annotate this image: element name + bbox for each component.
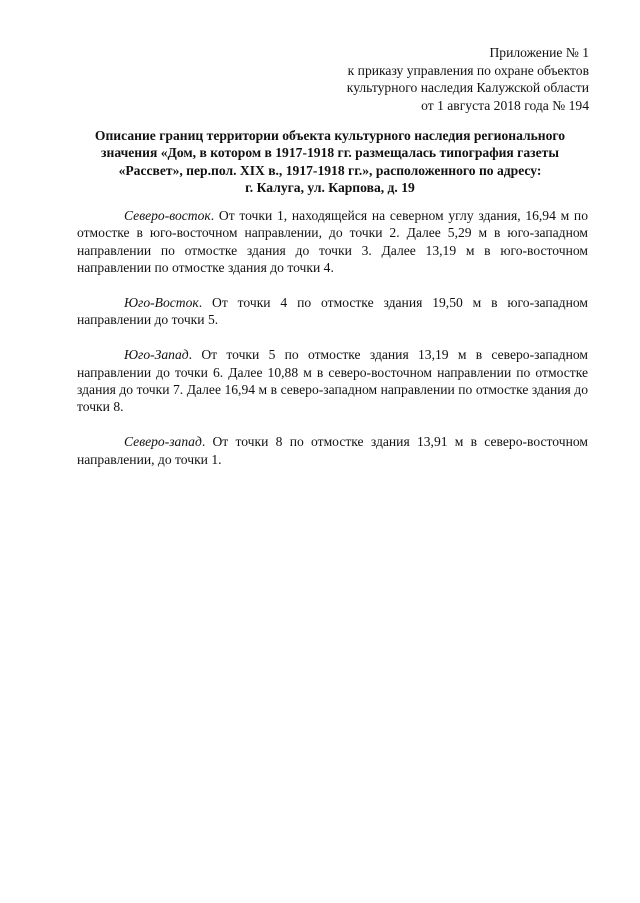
appendix-header	[347, 44, 589, 114]
document-title	[60, 127, 600, 196]
title-line: «Рассвет», пер.пол. XIX в., 1917-1918 гг.», расположенного по адресу:	[118, 162, 542, 178]
appendix-line: Приложение № 1	[489, 45, 589, 60]
direction-label: Северо-запад	[124, 434, 202, 450]
appendix-line: к приказу управления по охране объектов	[347, 62, 589, 78]
title-line: г. Калуга, ул. Карпова, д. 19	[245, 179, 415, 195]
boundary-description	[77, 207, 588, 468]
appendix-line: от 1 августа 2018 года № 194	[421, 97, 589, 113]
paragraph-text: . От точки 5 по отмостке здания 13,19 м в северо-западном направлении до точки 6. Далее 10,88 м в северо-восточном направлении по отмостке здания до точки 7. Далее 16,94 м в северо-западном направлении по отмостке здания до точки 8.	[77, 347, 588, 415]
boundary-paragraph-southeast	[77, 294, 588, 329]
paragraph-text: . От точки 8 по отмостке здания 13,91 м в северо-восточном направлении, до точки 1.	[77, 434, 588, 467]
paragraph-text: . От точки 1, находящейся на северном углу здания, 16,94 м по отмостке в юго-восточном направлении, до точки 2. Далее 5,29 м в юго-западном направлении по отмостке здания до точки 3. Далее 13,19 м в юго-восточном направлении по отмостке здания до точки 4.	[77, 208, 588, 276]
boundary-paragraph-southwest	[77, 346, 588, 416]
direction-label: Юго-Восток	[124, 295, 199, 311]
direction-label: Северо-восток	[124, 208, 211, 223]
direction-label: Юго-Запад	[124, 347, 189, 363]
paragraph-text: . От точки 4 по отмостке здания 19,50 м в юго-западном направлении до точки 5.	[77, 295, 588, 328]
appendix-line: культурного наследия Калужской области	[346, 80, 589, 95]
boundary-paragraph-northwest	[77, 433, 588, 468]
boundary-paragraph-northeast	[77, 207, 588, 277]
title-line: значения «Дом, в котором в 1917-1918 гг. размещалась типография газеты	[101, 145, 559, 161]
title-line: Описание границ территории объекта культурного наследия регионального	[94, 128, 566, 143]
